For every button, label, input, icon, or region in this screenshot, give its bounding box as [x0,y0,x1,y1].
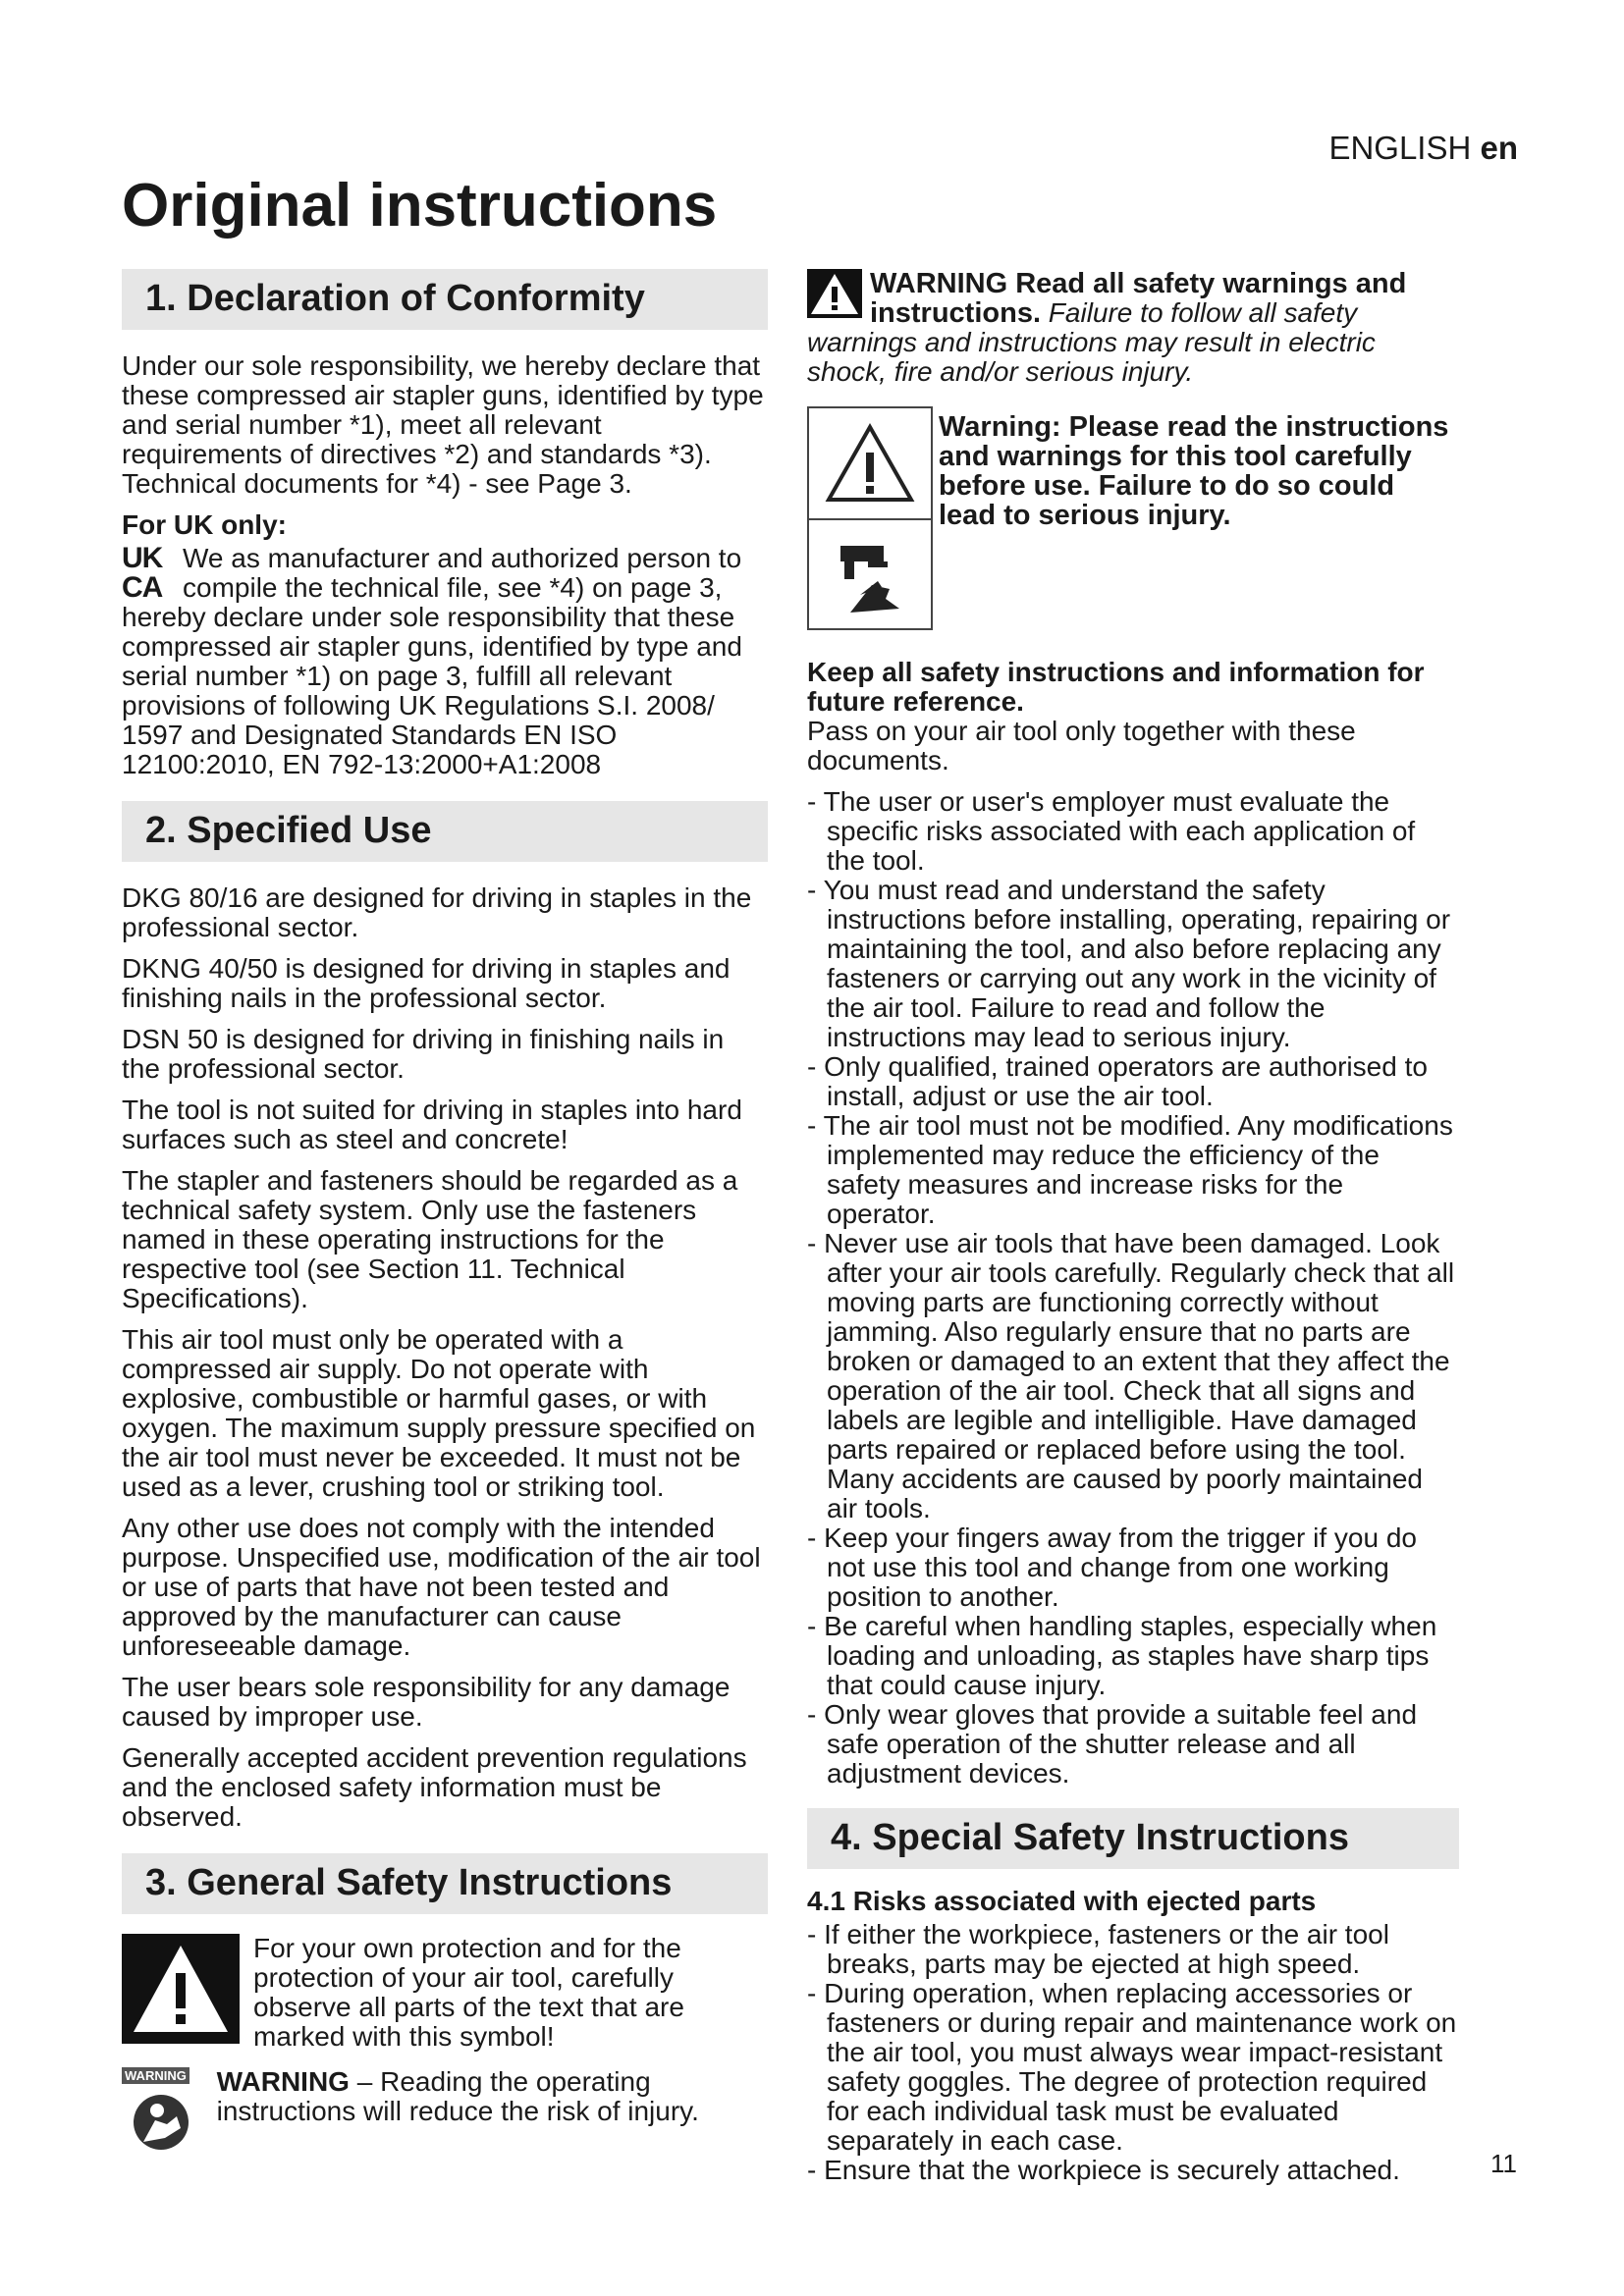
keep-instructions-heading: Keep all safety instructions and information for future reference. [807,657,1425,717]
list-item: - You must read and understand the safety instructions before installing, operating, repairing or maintaining the tool, and also before replacing any fasteners or carrying out any work in the vicinity of the air tool. Failure to read and follow the instructions may lead to serious injury. [807,876,1459,1052]
section-4-heading: 4. Special Safety Instructions [807,1808,1459,1869]
list-item: - Ensure that the workpiece is securely attached. [807,2156,1459,2185]
warning-label-icon: WARNING [122,2067,189,2084]
symbol-notice-text: For your own protection and for the protection of your air tool, carefully observe all parts of the text that are marked with this symbol! [253,1933,684,2052]
section-2-heading: 2. Specified Use [122,801,768,862]
paragraph: Any other use does not comply with the intended purpose. Unspecified use, modification of the air tool or use of parts that have not been tested and approved by the manufacturer can cause unforeseeable damage. [122,1513,761,1661]
paragraph: DKNG 40/50 is designed for driving in staples and finishing nails in the professional sector. [122,953,731,1013]
paragraph: DSN 50 is designed for driving in finishing nails in the professional sector. [122,1024,725,1084]
list-item: - During operation, when replacing accessories or fasteners or during repair and maintenance work on the air tool, you must always wear impact-resistant safety goggles. The degree of protection required for each individual task must be evaluated separately in each case. [807,1979,1459,2156]
stapler-tool-icon [821,526,919,624]
subsection-heading: 4.1 Risks associated with ejected parts [807,1886,1317,1916]
uk-declaration-text: We as manufacturer and authorized person to compile the technical file, see *4) on page 3, hereby declare under sole responsibility that these compressed air stapler guns, identified by type and serial number *1) on page 3, fulfill all relevant provisions of following UK Regulations S.I. 2008/ 1597 and Designated Standards EN ISO 12100:2010, EN 792-13:2000+A1:2008 [122,543,742,779]
warning-symbol-notice [122,1934,768,2052]
read-instructions-text: Warning: Please read the instructions and warnings for this tool carefully before use. Failure to do so could lead to serious injury. [939,411,1449,531]
list-item: - Only wear gloves that provide a suitable feel and safe operation of the shutter release and all adjustment devices. [807,1700,1459,1789]
pictogram-panel [807,406,933,630]
language-indicator [1328,130,1518,167]
list-item: - If either the workpiece, fasteners or the air tool breaks, parts may be ejected at high speed. [807,1920,1459,1979]
list-item: - The air tool must not be modified. Any modifications implemented may reduce the efficiency of the safety measures and increase risks for the operator. [807,1111,1459,1229]
paragraph: DKG 80/16 are designed for driving in staples in the professional sector. [122,882,752,942]
paragraph: The stapler and fasteners should be regarded as a technical safety system. Only use the fasteners named in these operating instructions for the respective tool (see Section 11. Technical Specifications). [122,1165,738,1313]
warning-triangle-icon [807,269,862,318]
read-manual-warning [122,2067,768,2152]
ukca-mark-icon: UK CA [122,542,163,604]
declaration-text: Under our sole responsibility, we hereby declare that these compressed air stapler guns, identified by type and serial number *1), meet all relevant requirements of directives *2) and standards *3). Technical documents for *4) - see Page 3. [122,350,764,499]
list-item: - Only qualified, trained operators are authorised to install, adjust or use the air tool. [807,1052,1459,1111]
paragraph: This air tool must only be operated with a compressed air supply. Do not operate with explosive, combustible or harmful gases, or with oxygen. The maximum supply pressure specified on the air tool must never be exceeded. It must not be used as a lever, crushing tool or striking tool. [122,1324,756,1502]
uk-only-heading: For UK only: [122,509,287,540]
uk-declaration [122,544,768,779]
general-safety-list [807,787,1459,1789]
left-column [122,269,768,2152]
read-manual-pictogram [122,2067,209,2152]
paragraph: The tool is not suited for driving in staples into hard surfaces such as steel and concrete! [122,1095,742,1154]
section-1-heading: 1. Declaration of Conformity [122,269,768,330]
list-item: - The user or user's employer must evaluate the specific risks associated with each application of the tool. [807,787,1459,876]
right-column [807,269,1459,2185]
page-number: 11 [1490,2149,1517,2178]
list-item: - Keep your fingers away from the trigger if you do not use this tool and change from one working position to another. [807,1523,1459,1612]
language-word: ENGLISH [1328,130,1472,166]
read-instructions-box [807,406,1459,630]
warning-outline-icon [821,419,919,507]
section-3-heading: 3. General Safety Instructions [122,1853,768,1914]
read-manual-icon [122,2089,200,2152]
page-title: Original instructions [122,172,718,240]
paragraph: The user bears sole responsibility for any damage caused by improper use. [122,1672,731,1732]
list-item: - Never use air tools that have been damaged. Look after your air tools carefully. Regularly check that all moving parts are functioning correctly without jamming. Also regularly ensure that no parts are broken or damaged to an extent that they affect the operation of the air tool. Check that all signs and labels are legible and intelligible. Have damaged parts repaired or replaced before using the tool. Many accidents are caused by poorly maintained air tools. [807,1229,1459,1523]
safety-warning-banner [807,269,1459,387]
pictogram-warning [809,408,931,520]
language-code: en [1480,130,1518,166]
ejected-parts-list [807,1920,1459,2185]
paragraph: Generally accepted accident prevention regulations and the enclosed safety information must be observed. [122,1742,747,1832]
list-item: - Be careful when handling staples, especially when loading and unloading, as staples have sharp tips that could cause injury. [807,1612,1459,1700]
specified-use-paragraphs [122,883,768,1832]
warning-triangle-icon [122,1934,240,2044]
keep-instructions-text: Pass on your air tool only together with these documents. [807,716,1356,775]
read-manual-text: WARNING – Reading the operating instructions will reduce the risk of injury. [216,2066,699,2126]
safety-warning-text: WARNING Read all safety warnings and instructions. Failure to follow all safety warnings and instructions may result in electric shock, fire and/or serious injury. [807,268,1407,387]
pictogram-stapler [809,520,931,630]
